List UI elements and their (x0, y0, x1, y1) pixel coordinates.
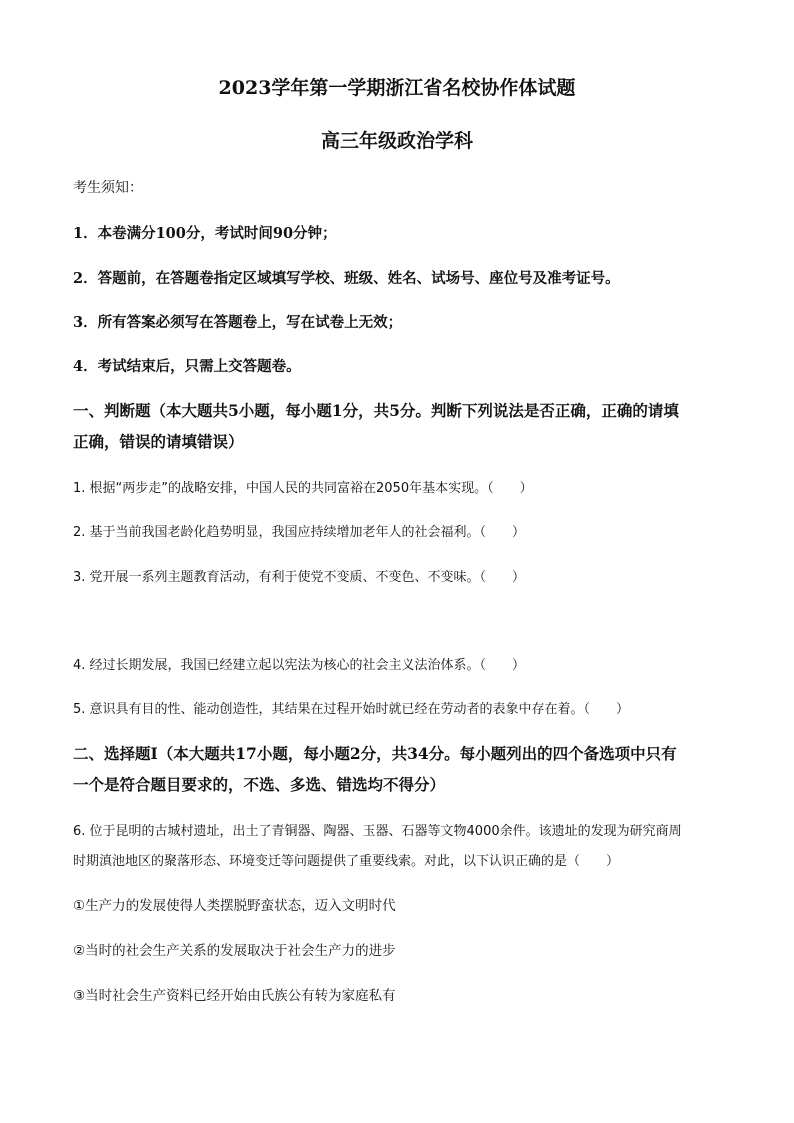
option-2: ②当时的社会生产关系的发展取决于社会生产力的进步 (73, 943, 396, 959)
notice-item-4: 4．考试结束后，只需上交答题卷。 (73, 358, 301, 375)
question-2: 2. 基于当前我国老龄化趋势明显，我国应持续增加老年人的社会福利。（ ） (73, 525, 526, 540)
notice-item-3: 3．所有答案必须写在答题卷上，写在试卷上无效； (73, 314, 403, 331)
option-1: ①生产力的发展使得人类摆脱野蛮状态，迈入文明时代 (73, 898, 396, 914)
exam-subtitle: 高三年级政治学科 (320, 130, 473, 152)
section1-heading-line2: 正确，错误的请填错误） (73, 432, 244, 451)
notice-item-2: 2．答题前，在答题卷指定区域填写学校、班级、姓名、试场号、座位号及准考证号。 (73, 270, 620, 287)
exam-title: 2023学年第一学期浙江省名校协作体试题 (218, 77, 576, 99)
notice-item-1: 1．本卷满分100分，考试时间90分钟； (73, 225, 337, 242)
section2-heading-line1: 二、选择题Ⅰ（本大题共17小题，每小题2分，共34分。每小题列出的四个备选项中只有 (73, 744, 677, 763)
section2-heading-line2: 一个是符合题目要求的，不选、多选、错选均不得分） (73, 775, 446, 794)
question-5: 5. 意识具有目的性、能动创造性，其结果在过程开始时就已经在劳动者的表象中存在着。（ ） (73, 702, 630, 717)
question-1: 1. 根据“两步走”的战略安排，中国人民的共同富裕在2050年基本实现。（ ） (73, 481, 533, 496)
question-6-line1: 6. 位于昆明的古城村遗址，出土了青铜器、陶器、玉器、石器等文物4000余件。该遗址的发现为研究商周 (73, 824, 682, 839)
question-6-line2: 时期滇池地区的聚落形态、环境变迁等问题提供了重要线索。对此，以下认识正确的是（ ） (73, 854, 620, 869)
question-3: 3. 党开展一系列主题教育活动，有利于使党不变质、不变色、不变味。（ ） (73, 570, 526, 585)
notice-heading: 考生须知： (73, 180, 143, 196)
question-4: 4. 经过长期发展，我国已经建立起以宪法为核心的社会主义法治体系。（ ） (73, 658, 526, 673)
section1-heading-line1: 一、判断题（本大题共5小题，每小题1分，共5分。判断下列说法是否正确，正确的请填 (73, 401, 679, 420)
option-3: ③当时社会生产资料已经开始由氏族公有转为家庭私有 (73, 988, 396, 1004)
